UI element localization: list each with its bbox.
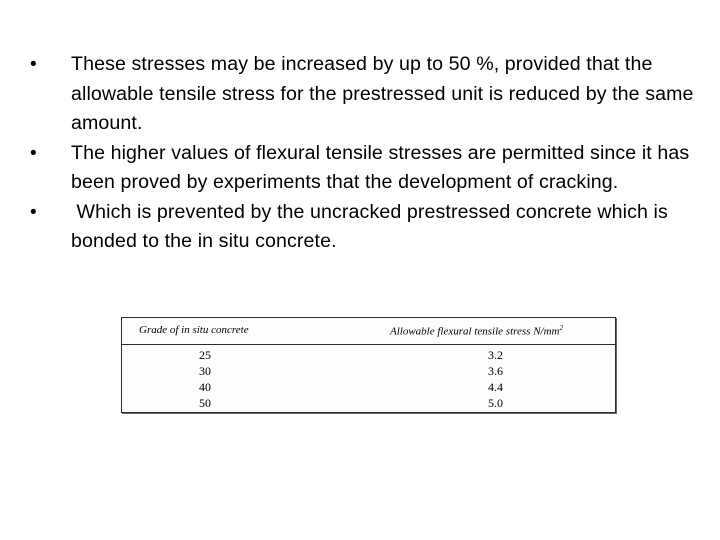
table-row <box>122 396 615 412</box>
grade-cell: 40 <box>199 380 211 394</box>
stress-cell: 3.2 <box>488 348 503 362</box>
bullet-item <box>30 198 702 257</box>
stress-column-header <box>390 324 563 338</box>
bullet-list <box>30 50 702 257</box>
stress-cell: 3.6 <box>488 364 503 378</box>
table-row <box>122 380 615 396</box>
bullet-item <box>30 139 702 198</box>
grade-cell: 50 <box>199 396 211 410</box>
bullet-marker: • <box>30 142 37 164</box>
bullet-item <box>30 50 702 139</box>
bullet-text: These stresses may be increased by up to 50 %, provided that the allowable tensile stress for the prestressed unit is reduced by the same amount. <box>71 53 694 134</box>
stress-cell: 5.0 <box>488 396 503 410</box>
table-header <box>122 318 615 345</box>
stress-cell: 4.4 <box>488 380 503 394</box>
grade-cell: 25 <box>199 348 211 362</box>
bullet-marker: • <box>30 54 37 75</box>
bullet-marker: • <box>30 201 37 223</box>
table-row <box>122 364 615 380</box>
stress-column-header-text: Allowable flexural tensile stress N/mm <box>390 325 560 338</box>
grade-column-header: Grade of in situ concrete <box>139 324 249 336</box>
table-body <box>122 348 615 412</box>
bullet-text: Which is prevented by the uncracked prestressed concrete which is bonded to the in situ concrete. <box>71 200 674 252</box>
table-row <box>122 348 615 364</box>
stress-table <box>121 317 616 413</box>
grade-cell: 30 <box>199 364 211 378</box>
bullet-text: The higher values of flexural tensile stresses are permitted since it has been proved by experiments that the development of cracking. <box>71 141 690 193</box>
stress-unit-superscript: 2 <box>559 324 563 332</box>
